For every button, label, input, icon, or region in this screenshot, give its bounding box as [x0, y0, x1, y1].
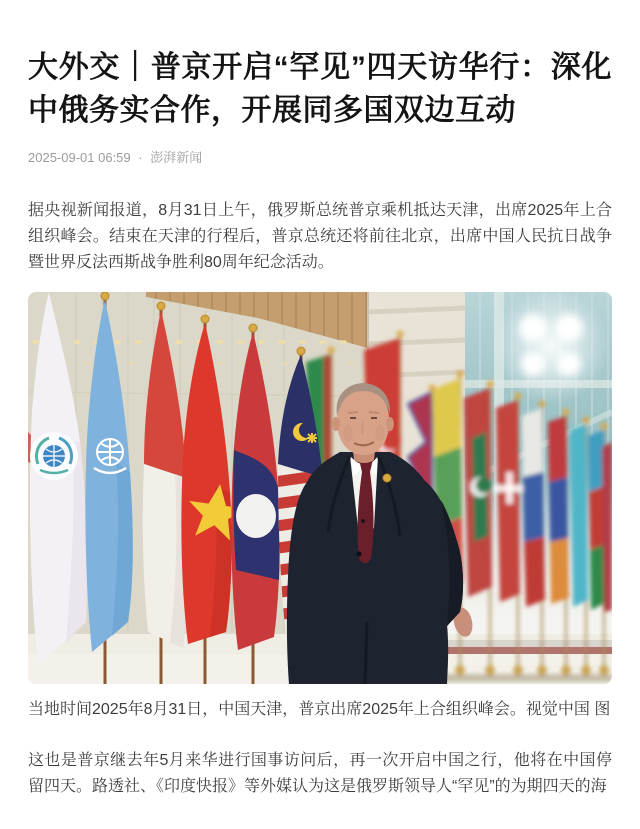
- publish-time: 2025-09-01 06:59: [28, 150, 131, 165]
- sco-emblem: [30, 432, 78, 480]
- article-page: [0, 46, 640, 800]
- article-figure: [28, 292, 612, 722]
- source-name: 澎湃新闻: [150, 150, 203, 165]
- article-meta: [28, 150, 612, 166]
- photo-caption: 当地时间2025年8月31日，中国天津，普京出席2025年上合组织峰会。视觉中国 图: [28, 701, 611, 718]
- meta-separator: ·: [138, 150, 143, 165]
- paragraph-1: 据央视新闻报道，8月31日上午，俄罗斯总统普京乘机抵达天津，出席2025年上合组织峰会。结束在天津的行程后，普京总统还将前往北京，出席中国人民抗日战争暨世界反法西斯战争胜利80周年纪念活动。: [28, 202, 612, 271]
- putin-sco-photo: [28, 292, 612, 684]
- paragraph-2: 这也是普京继去年5月来华进行国事访问后，再一次开启中国之行，他将在中国停留四天。路透社、《印度快报》等外媒认为这是俄罗斯领导人“罕见”的为期四天的海: [28, 752, 612, 795]
- lapel-pin: [383, 474, 391, 482]
- article-photo[interactable]: [28, 292, 612, 684]
- article-title: 大外交｜普京开启“罕见”四天访华行：深化中俄务实合作，开展同多国双边互动: [28, 51, 612, 127]
